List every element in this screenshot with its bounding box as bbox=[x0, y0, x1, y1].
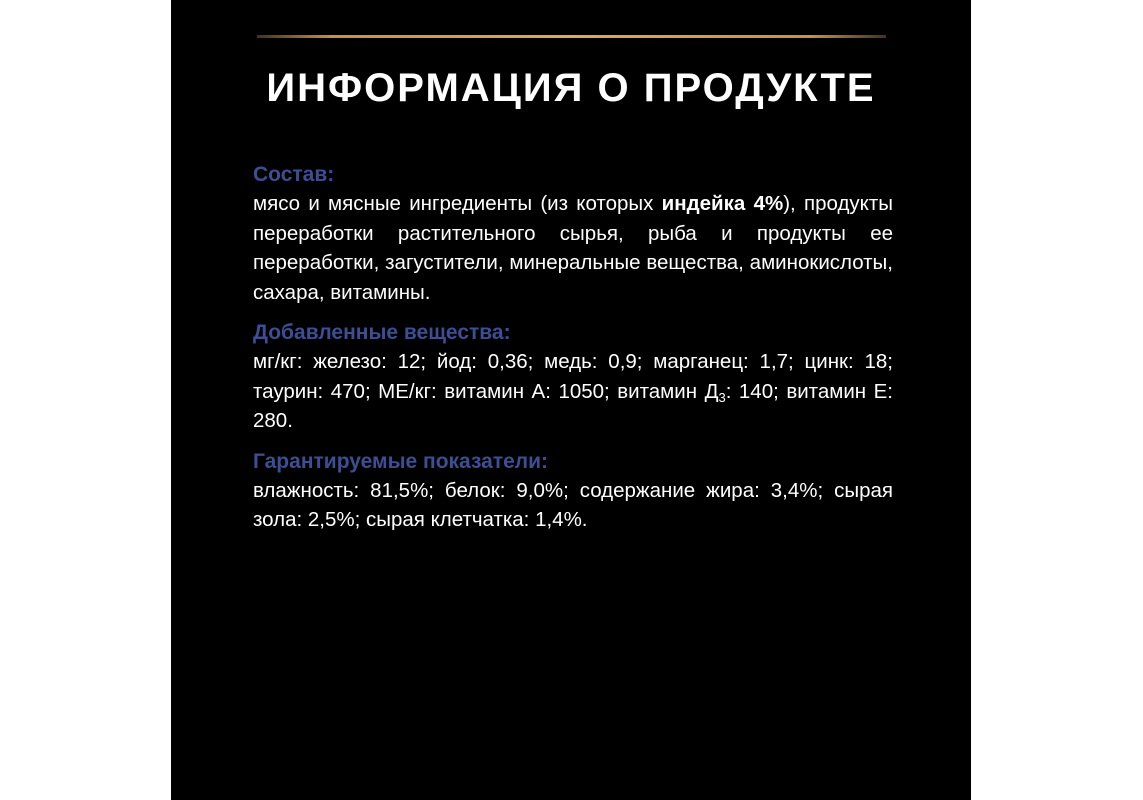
gold-divider bbox=[257, 35, 886, 38]
composition-text-start: мясо и мясные ингредиенты (из которых bbox=[253, 192, 662, 215]
additives-text bbox=[253, 347, 893, 436]
additives-heading: Добавленные вещества: bbox=[253, 321, 511, 344]
composition-text-end: ), продукты переработки растительного сырья, рыба и продукты ее переработки, загустители, минеральные вещества, аминокислоты, сахара, витамины. bbox=[253, 192, 893, 304]
composition-text bbox=[253, 189, 893, 307]
composition-highlight: индейка 4% bbox=[661, 192, 784, 215]
vitamin-d-subscript: 3 bbox=[718, 389, 726, 405]
composition-heading: Состав: bbox=[253, 163, 335, 186]
guaranteed-section bbox=[253, 447, 893, 535]
additives-section bbox=[253, 318, 893, 436]
guaranteed-heading: Гарантируемые показатели: bbox=[253, 449, 549, 473]
additives-text-start: мг/кг: железо: 12; йод: 0,36; медь: 0,9; марганец: 1,7; цинк: 18; таурин: 470; МЕ/кг: витамин А: 1050; витамин Д bbox=[253, 350, 893, 403]
product-info-card bbox=[171, 0, 971, 800]
product-info-content bbox=[253, 160, 893, 546]
guaranteed-text: влажность: 81,5%; белок: 9,0%; содержание жира: 3,4%; сырая зола: 2,5%; сырая клетчатка: 1,4%. bbox=[253, 478, 893, 531]
composition-section bbox=[253, 160, 893, 307]
additives-text-end: : 140; витамин Е: 280. bbox=[253, 379, 893, 432]
page-title: ИНФОРМАЦИЯ О ПРОДУКТЕ bbox=[266, 66, 876, 110]
